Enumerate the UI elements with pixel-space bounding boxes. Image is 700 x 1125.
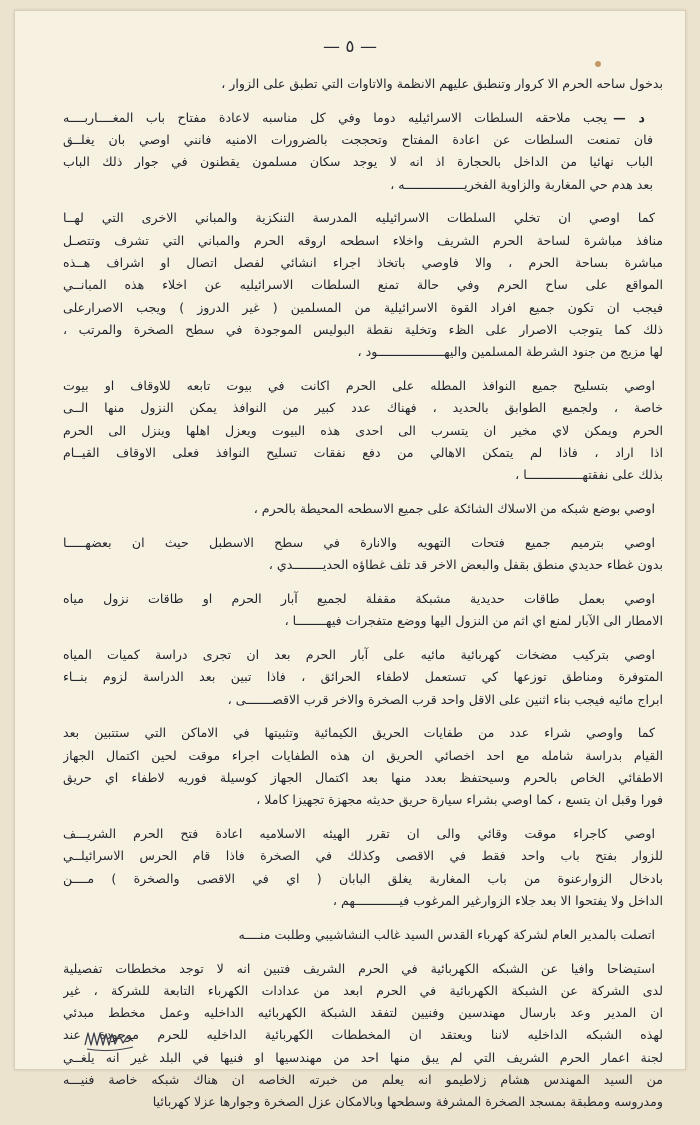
text-line: اوصي بتسليح جميع النوافذ المطله على الحرم اكانت في بيوت تابعه للاوقاف او بيوت: [63, 378, 655, 394]
text-line: فان تمنعت السلطات عن اعادة المفتاح وتحججت بالضرورات الامنيه فانني اوصي بان يغلــق: [63, 132, 653, 148]
paragraph: [63, 498, 663, 520]
text-line: القيام بدراسة شامله مع احد اخصائي الحريق ان هذه الطفايات اجراء موقت لحين اكتمال الجهاز: [63, 747, 663, 763]
text-line: كما واوصي شراء عدد من طفايات الحريق الكيمائية وتثبيتها في الاماكن التي ستتبين بعد: [63, 725, 655, 741]
text-line: منافذ مباشرة لساحة الحرم الشريف واخلاء اسطحه اروقه الحرم والمباني التي تشرف وتتصـل: [63, 232, 663, 248]
text-line: اذا اراد ، فاذا لم يتمكن الاهالي من دفع نفقات تسليح النوافذ فعلى الاوقاف القيــام: [63, 444, 663, 460]
text-line: ومدروسه ومطبقة بمسجد الصخرة المشرفة وسطحها وبالامكان عزل الصخرة وجوارها عزلا كهربائيا: [152, 1094, 663, 1110]
text-line: الداخل ولا يفتحوا الا بعد جلاء الزوارغير المرغوب فيــــــــــــهم ،: [332, 893, 663, 908]
paragraph: [63, 207, 663, 363]
paragraph: [63, 532, 663, 577]
text-line: الامطار الى الآبار لمنع اي اثم من النزول اليها ووضع متفجرات فيهــــــــا ،: [284, 613, 663, 629]
text-line: لهذه الشبكه الداخليه لاننا ويعتقد ان المخططات الكهربائية الداخليه للحرم موجودة عند: [63, 1027, 663, 1043]
paragraph: [63, 644, 663, 711]
text-line: بدخول ساحه الحرم الا كروار وتنطبق عليهم الانظمة والاتاوات التي تطبق على الزوار ،: [221, 76, 663, 91]
item-marker: د —: [613, 109, 645, 125]
paragraph: [63, 823, 663, 912]
handwritten-initials-icon: [81, 1025, 139, 1055]
text-line: ذلك كما يتوجب الاصرار على الظء وتخلية نقطة البوليس الموجودة في سطح الصخرة والمرتب ،: [63, 321, 663, 337]
text-line: مباشرة بساحة الحرم ، والا فاوصي باتخاذ اجراء انشائي لفصل اتصال او اشراف هــذه: [63, 255, 663, 271]
paper-stain: [595, 61, 601, 67]
text-line: لدى الشركة عن الشبكة الكهربائية في الحرم ابعد من عدادات الكهرباء التابعة للشركة ، غير: [63, 982, 663, 998]
text-line: اوصي بعمل طاقات حديدية مشبكة مقفلة لجميع آبار الحرم او طاقات نزول مياه: [63, 590, 655, 606]
text-line: بدون غطاء حديدي منطق بقفل والبعض الاخر قد تلف غطاؤه الحديــــــــدي ،: [268, 557, 663, 573]
text-line: لجنة اعمار الحرم الشريف التي لم يبق منها احد من مهندسيها او فنيها في البلد غير انه يلغــي: [63, 1049, 663, 1065]
paragraph: [63, 958, 663, 1114]
text-line: بذلك على نفقتهـــــــــــــــا ،: [515, 467, 663, 483]
line-text: يجب ملاحقه السلطات الاسرائيليه دوما وفي كل مناسبه لاعادة مفتاح باب المغــــاربــــه: [63, 109, 608, 125]
text-line: ان المدير وعد بارسال مهندسين وفنيين لتفقد الشبكة الكهربائيه الداخليه وعمل مخطط مبدئي: [63, 1005, 663, 1021]
document-body: [63, 73, 663, 1125]
paragraph: [63, 588, 663, 633]
text-line: الباب نهائيا من الداخل بالحجارة اذ انه لا يوجد سكان مسلمون يقطنون في جوار ذلك الباب: [63, 154, 653, 170]
page-number: — ٥ —: [323, 37, 377, 57]
paragraph: [63, 107, 663, 196]
text-line: للزوار بفتح باب واحد فقط في الاقصى وكذلك في الصخرة فاذا قام الحرس الاسرائيلــي: [63, 848, 663, 864]
text-line: اوصي بوضع شبكه من الاسلاك الشائكة على جميع الاسطحه المحيطة بالحرم ،: [253, 501, 655, 517]
text-line: المواقع على ساح الحرم وفي حالة تمنع السلطات الاسرائيليه عن اخلاء هذه المبانــي: [63, 277, 663, 293]
text-line: الحرم ويمكن لاي مخير ان يتسرب الى احدى هذه البيوت ويعزل اهلها وينزل الى الحرم: [63, 422, 663, 438]
text-line: الاطفائي الخاص بالحرم وسيحتفظ بعدد منها بعد اكتمال الجهاز كوسيلة فوريه لاطفاء اي حريق: [63, 770, 663, 786]
paragraph: [63, 73, 663, 95]
text-line: بادخال الزوارعنوة من باب المغاربة يغلق البابان ( اي في الاقصى والصخرة ) مــــن: [63, 870, 663, 886]
text-line: فورا وقبل ان يتسع ، كما اوصي بشراء سيارة حريق حديثه مجهزة تجهيزا كاملا ،: [256, 792, 663, 808]
text-line: بعد هدم حي المغاربة والزاوية الفخريــــــــــــــــه ،: [390, 176, 653, 192]
text-line: اوصي كاجراء موقت وقائي والى ان تقرر الهيئه الاسلاميه اعادة فتح الحرم الشريـــف: [63, 826, 655, 842]
text-line: من السيد المهندس هشام زلاطيمو انه يعلم من خبرته الخاصه ان هناك شبكه خاصة فنيـــه: [63, 1072, 663, 1088]
text-line: خاصة ، ولجميع الطوابق بالحديد ، فهناك عدد كبير من النوافذ يمكن النزول منها الــى: [63, 400, 663, 416]
text-line: فيجب ان تكون جميع افراد القوة الاسرائيلية من المسلمين ( غير الدروز ) ويجب الاصرارعلى: [63, 299, 663, 315]
text-line: اوصي بتركيب مضخات كهربائية مائيه على آبار الحرم بعد ان تجرى دراسة كميات المياه: [63, 647, 655, 663]
text-line: اتصلت بالمدير العام لشركة كهرباء القدس السيد غالب النشاشيبي وطلبت منــــه: [238, 926, 655, 942]
text-line: لها مزيج من جنود الشرطة المسلمين واليهــــــــــــــــــود ،: [357, 344, 663, 360]
document-page: [14, 10, 686, 1110]
text-line: كما اوصي ان تخلي السلطات الاسرائيليه المدرسة التنكزية والمباني الاخرى التي لهــا: [63, 210, 655, 226]
text-line: [63, 107, 653, 129]
text-line: ابراج مائيه فيجب بناء اثنين على الاقل واحد قرب الصخرة والاخر قرب الاقصـــــــى ،: [227, 691, 663, 707]
text-line: اوصي بترميم جميع فتحات التهويه والانارة في سطح الاسطبل حيث ان بعضهـــــا: [63, 534, 655, 550]
paragraph: [63, 375, 663, 486]
text-line: المتوفرة ومناطق توزعها كي تستعمل لاطفاء الحرائق ، فاذا تبين بعد الدراسة لزوم بنــاء: [63, 669, 663, 685]
paragraph: [63, 924, 663, 946]
paragraph: [63, 722, 663, 811]
text-line: استيضاحا وافيا عن الشبكه الكهربائية في الحرم الشريف فتبين انه لا توجد مخططات تفصيلية: [63, 960, 655, 976]
